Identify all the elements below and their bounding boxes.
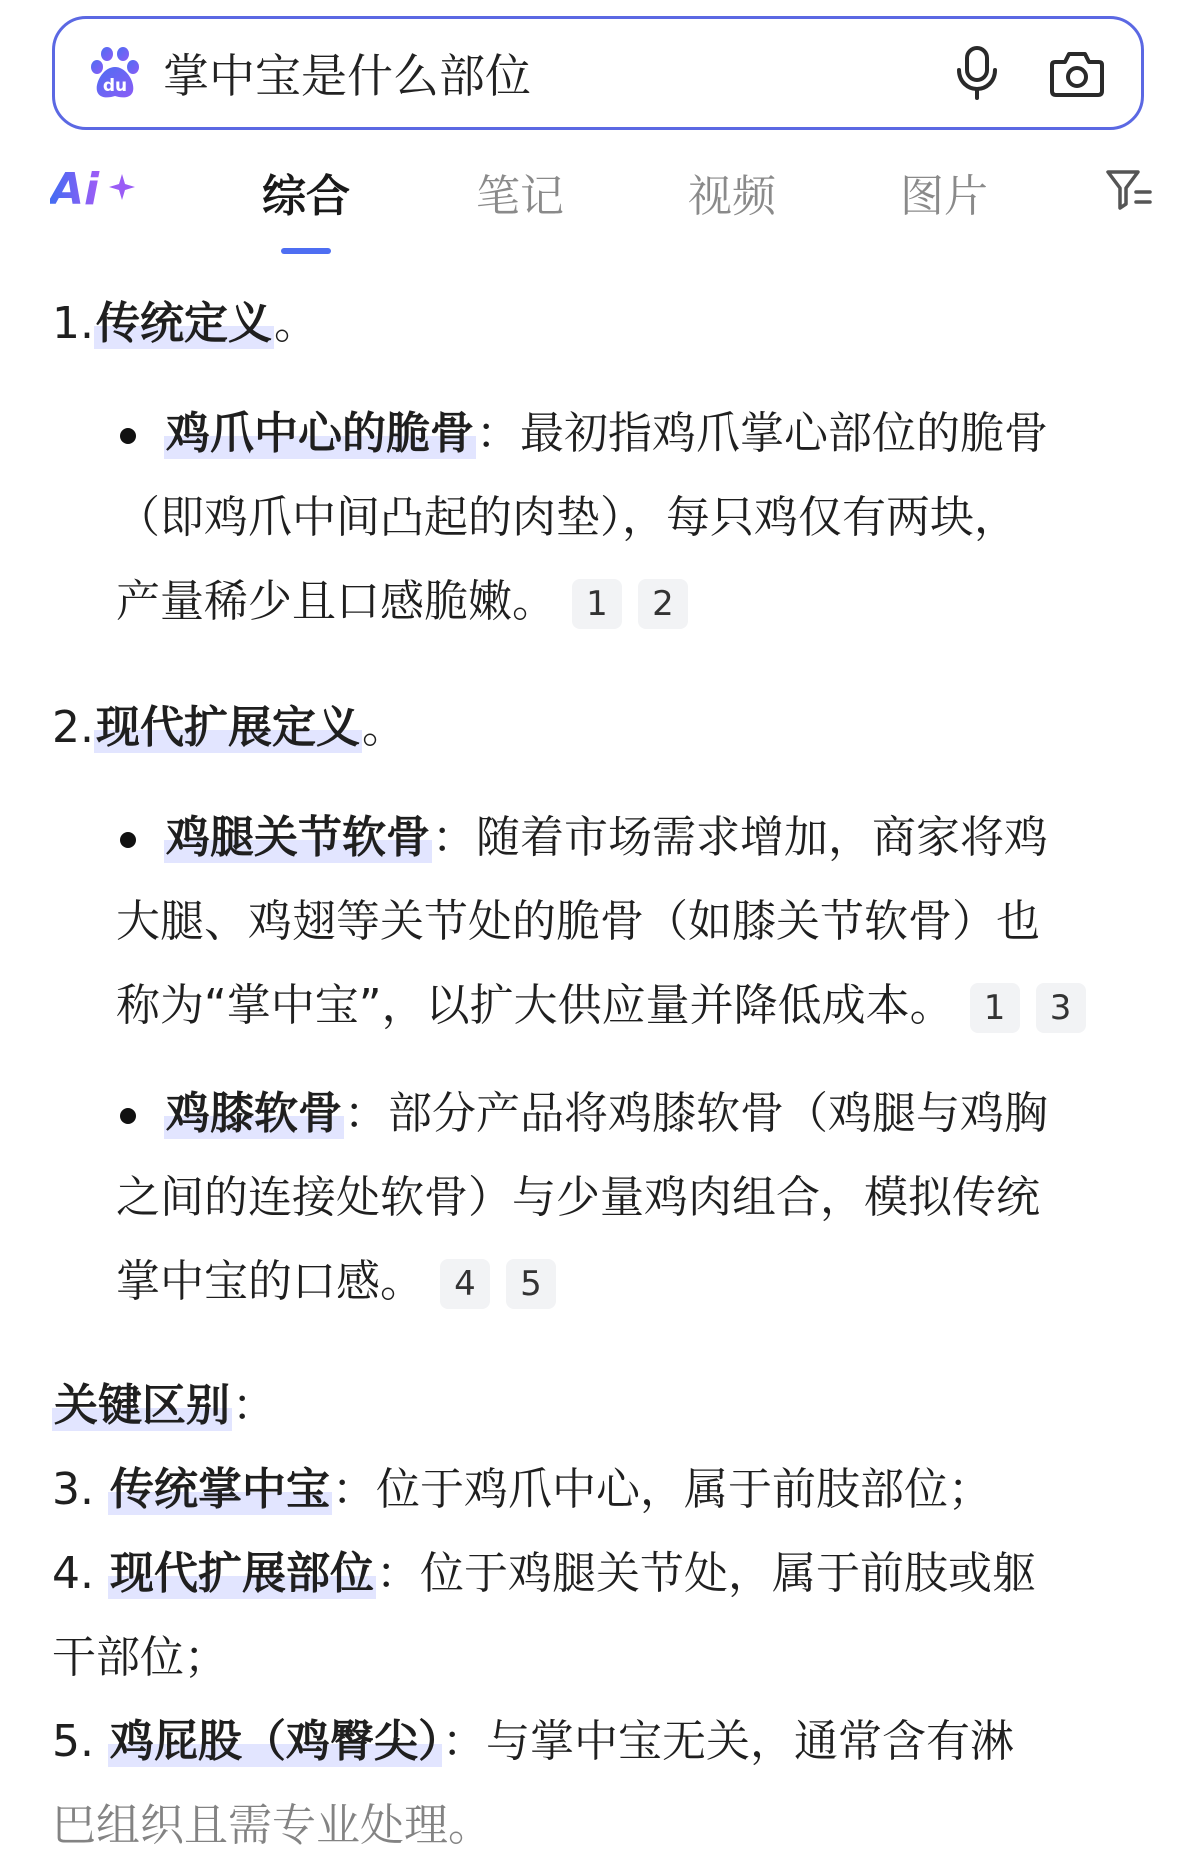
ai-answer [52, 280, 1152, 1868]
tab-videos[interactable] [662, 160, 802, 224]
ai-label: Ai [50, 164, 100, 214]
key-differences-colon: ： [232, 1380, 276, 1431]
key-differences-title: 关键区别 [54, 1380, 230, 1431]
bullet-text-line: 之间的连接处软骨）与少量鸡肉组合，模拟传统 [116, 1172, 1040, 1223]
camera-icon [1049, 48, 1105, 98]
bullet-term: 鸡膝软骨 [166, 1088, 342, 1139]
citation-badge[interactable]: 3 [1036, 983, 1086, 1033]
bullet-text-line [52, 1240, 1152, 1324]
bullet-term: 鸡腿关节软骨 [166, 812, 430, 863]
key-differences-heading [52, 1364, 1152, 1448]
bullet-text: 称为“掌中宝”，以扩大供应量并降低成本。 [116, 980, 954, 1031]
search-bar[interactable] [52, 16, 1144, 130]
tab-images[interactable] [874, 160, 1014, 224]
bullet-colon: ： [432, 812, 476, 863]
logo-text: du [102, 76, 128, 96]
item-text-line: 巴组织且需专业处理。 [52, 1800, 492, 1851]
item-term: 传统掌中宝 [109, 1464, 330, 1515]
tab-notes-label: 笔记 [476, 171, 564, 222]
section-end: 。 [361, 702, 406, 753]
section-heading [52, 684, 1152, 772]
bullet-item [52, 1072, 1152, 1156]
citation-badge[interactable]: 4 [440, 1259, 490, 1309]
item-number: 4. [52, 1548, 94, 1599]
item-text-line: 干部位； [52, 1632, 228, 1683]
image-search-button[interactable] [1047, 43, 1107, 103]
bullet-text: 随着市场需求增加，商家将鸡 [476, 812, 1048, 863]
section-title: 现代扩展定义 [95, 702, 360, 753]
voice-search-button[interactable] [947, 43, 1007, 103]
citation-badge[interactable]: 1 [572, 579, 622, 629]
item-text: ：位于鸡腿关节处，属于前肢或躯 [375, 1548, 1036, 1599]
search-input[interactable] [163, 46, 947, 100]
bullet-text-line [52, 560, 1152, 644]
item-number: 5. [52, 1716, 94, 1767]
citation-badge[interactable]: 5 [506, 1259, 556, 1309]
ai-assistant-icon[interactable] [50, 164, 136, 214]
item-term: 鸡屁股（鸡臀尖） [109, 1716, 440, 1767]
tab-images-label: 图片 [900, 171, 988, 222]
section-title: 传统定义 [95, 298, 272, 349]
bullet-item [52, 796, 1152, 880]
tab-all-label: 综合 [262, 171, 350, 222]
bullet-text: 产量稀少且口感脆嫩。 [116, 576, 556, 627]
baidu-paw-logo-icon [85, 43, 145, 103]
citation-badge[interactable]: 1 [970, 983, 1020, 1033]
bullet-colon: ： [344, 1088, 388, 1139]
section-number: 2. [52, 702, 94, 753]
item-number: 3. [52, 1464, 94, 1515]
item-text: ：位于鸡爪中心，属于前肢部位； [331, 1464, 992, 1515]
bullet-text: 掌中宝的口感。 [116, 1256, 424, 1307]
bullet-text: 最初指鸡爪掌心部位的脆骨 [520, 408, 1048, 459]
active-tab-indicator [281, 248, 331, 254]
tab-notes[interactable] [450, 160, 590, 224]
bullet-colon: ： [476, 408, 520, 459]
tab-videos-label: 视频 [688, 171, 776, 222]
bullet-text-line: （即鸡爪中间凸起的肉垫），每只鸡仅有两块， [116, 492, 1018, 543]
numbered-item [52, 1532, 1152, 1616]
microphone-icon [954, 46, 1000, 100]
numbered-item [52, 1700, 1152, 1784]
citation-badge[interactable]: 2 [638, 579, 688, 629]
item-term: 现代扩展部位 [109, 1548, 374, 1599]
section-end: 。 [273, 298, 318, 349]
bullet-text: 部分产品将鸡膝软骨（鸡腿与鸡胸 [388, 1088, 1048, 1139]
bullet-term: 鸡爪中心的脆骨 [166, 408, 474, 459]
section-heading [52, 280, 1152, 368]
filter-icon[interactable] [1104, 164, 1154, 214]
bullet-text-line: 大腿、鸡翅等关节处的脆骨（如膝关节软骨）也 [116, 896, 1040, 947]
bullet-item [52, 392, 1152, 476]
section-number: 1. [52, 298, 94, 349]
tab-all[interactable] [236, 160, 376, 224]
tab-bar [0, 150, 1200, 240]
numbered-item [52, 1448, 1152, 1532]
bullet-text-line [52, 964, 1152, 1048]
item-text: ：与掌中宝无关，通常含有淋 [441, 1716, 1014, 1767]
